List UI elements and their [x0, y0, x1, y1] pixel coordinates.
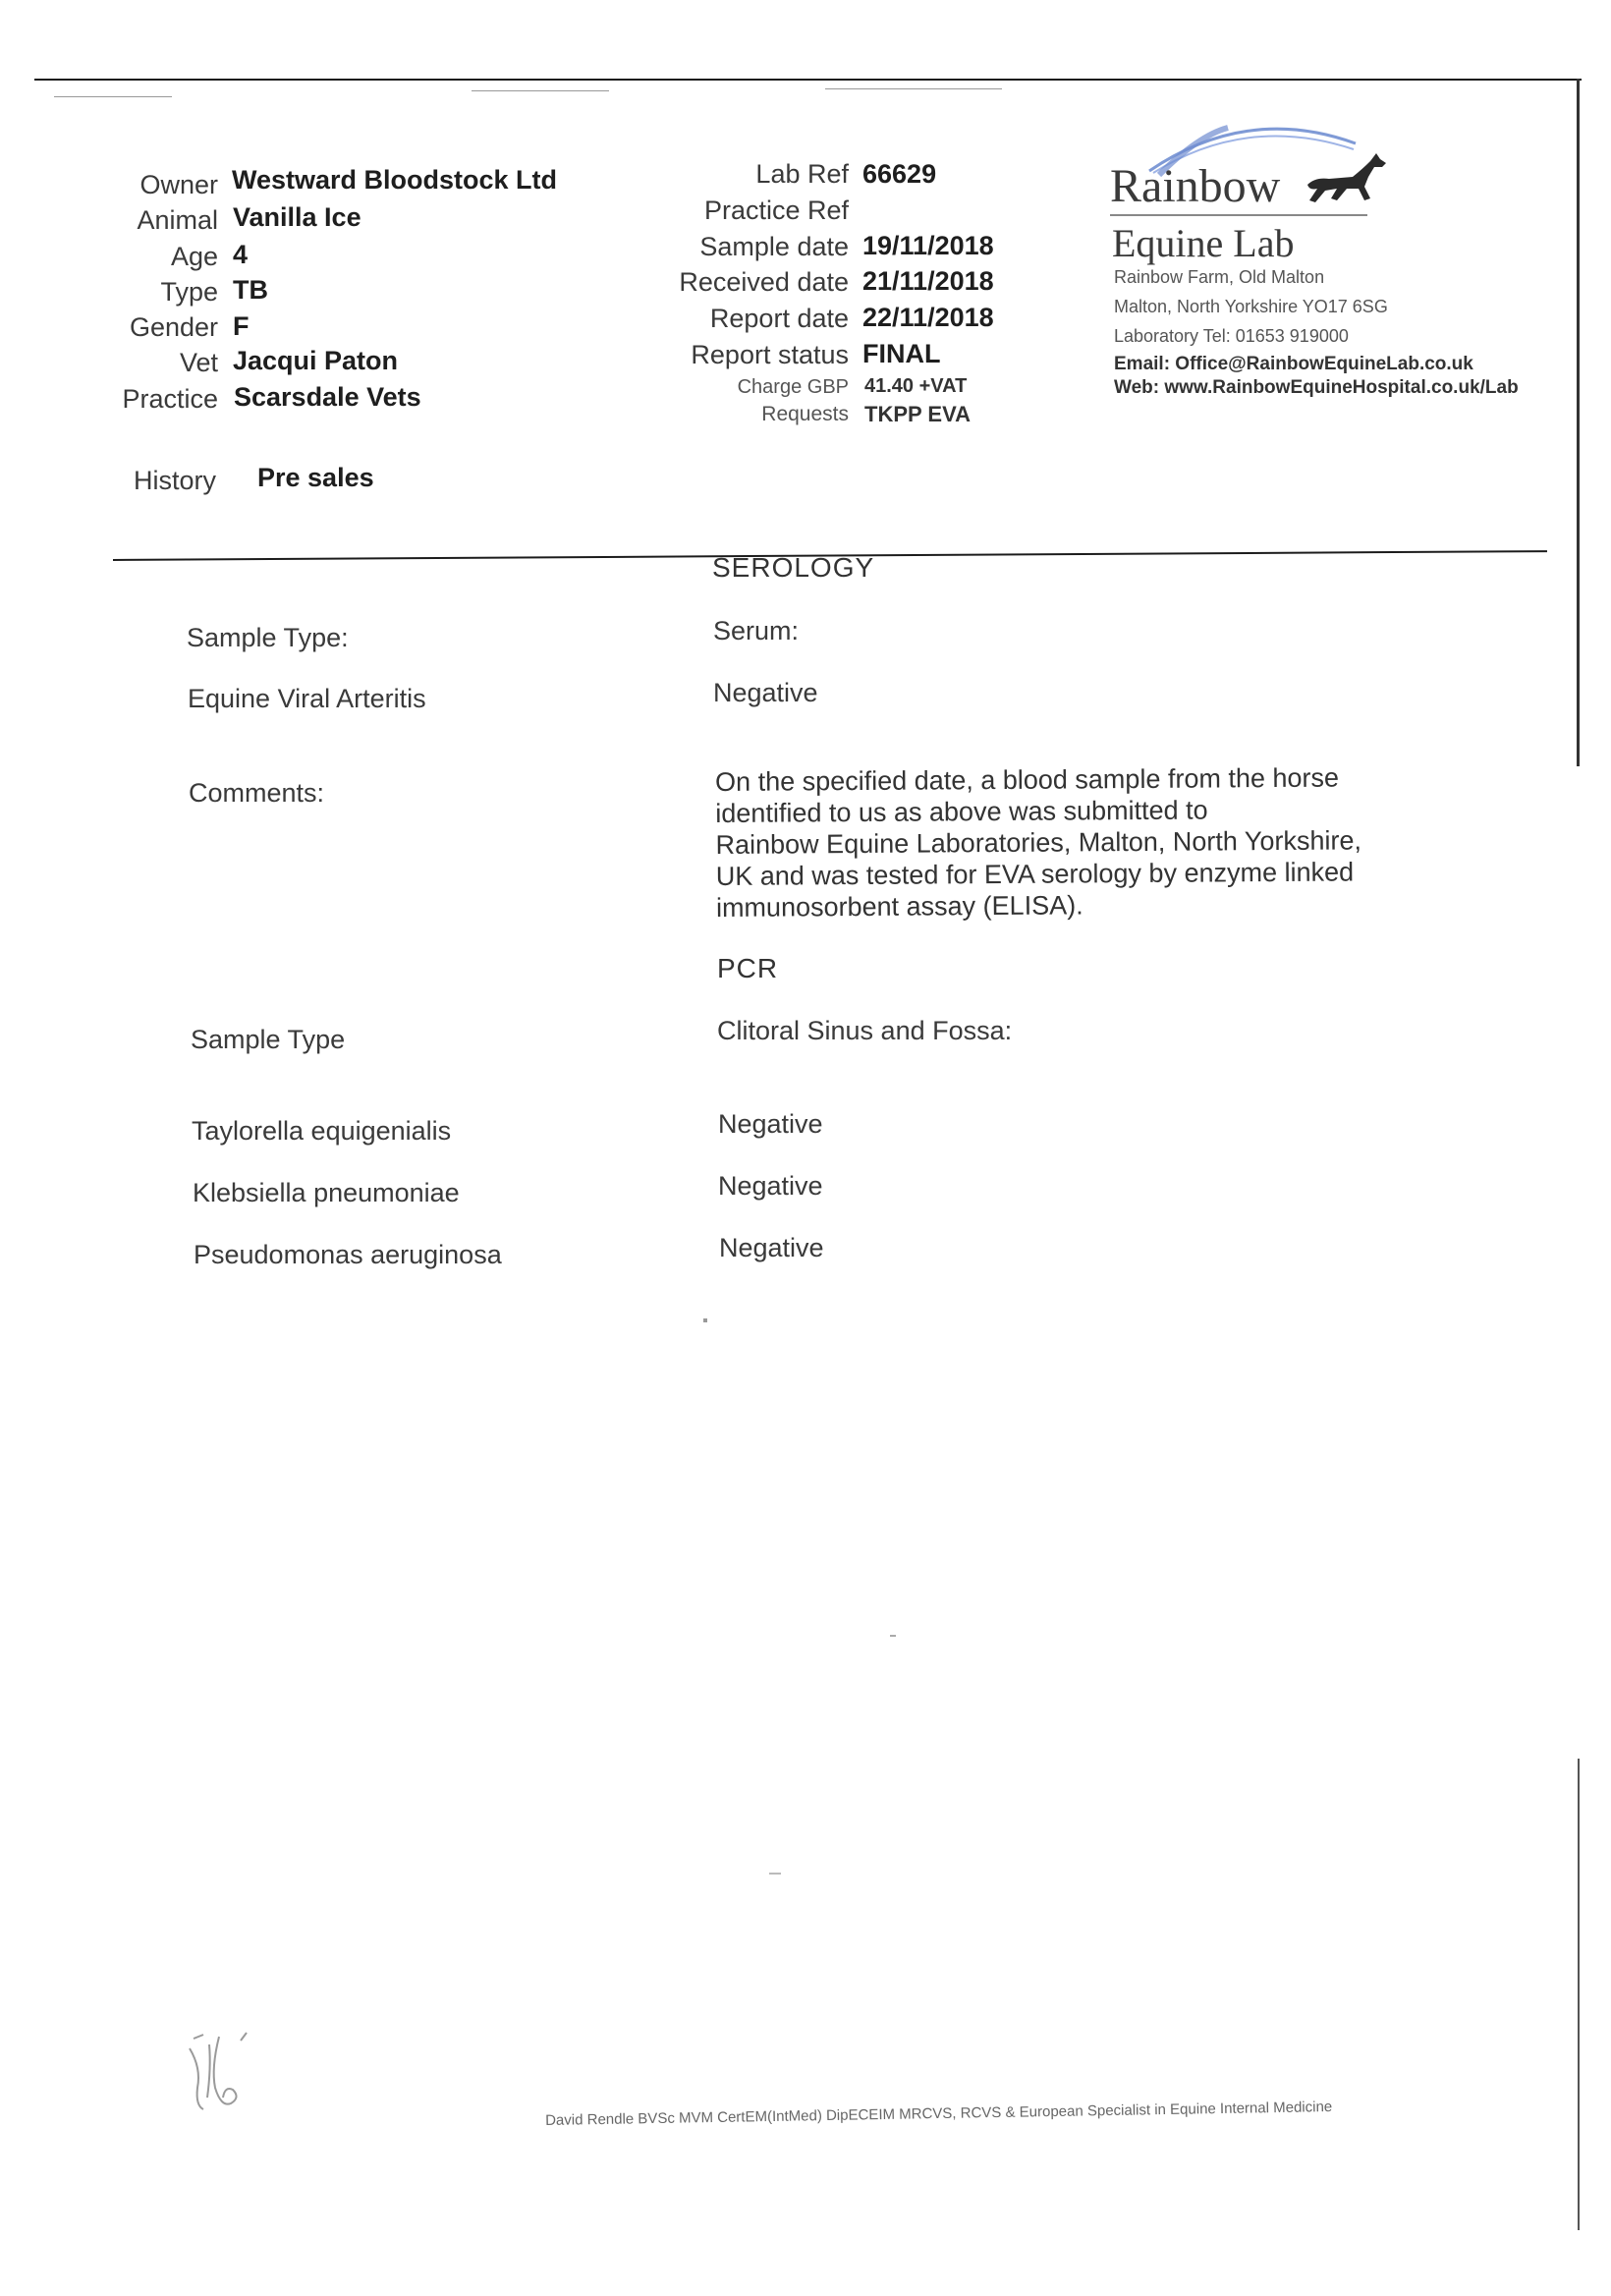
- lab-address-line1: Rainbow Farm, Old Malton: [1114, 267, 1325, 287]
- received-date-label: Received date: [679, 267, 849, 297]
- pcr-result-value: Negative: [719, 1233, 824, 1262]
- comments-label: Comments:: [189, 778, 325, 808]
- charge-value: 41.40 +VAT: [864, 375, 968, 397]
- serology-heading: SEROLOGY: [712, 552, 875, 583]
- pcr-heading: PCR: [717, 953, 779, 983]
- owner-value: Westward Bloodstock Ltd: [232, 165, 558, 195]
- history-value: Pre sales: [257, 463, 374, 492]
- serology-sample-type-value: Serum:: [713, 616, 800, 645]
- age-label: Age: [170, 242, 218, 271]
- requests-label: Requests: [761, 403, 849, 425]
- pcr-result-value: Negative: [718, 1171, 823, 1201]
- report-date-label: Report date: [709, 304, 849, 333]
- lab-address-line2: Malton, North Yorkshire YO17 6SG: [1114, 297, 1388, 316]
- history-label: History: [134, 466, 217, 495]
- signatory-credentials: David Rendle BVSc MVM CertEM(IntMed) DipECEIM MRCVS, RCVS & European Specialist in Equine Internal Medicine: [545, 2099, 1333, 2129]
- comment-line: Rainbow Equine Laboratories, Malton, North Yorkshire,: [715, 825, 1362, 860]
- eva-test-label: Equine Viral Arteritis: [188, 684, 426, 713]
- right-edge-rule: [1577, 79, 1580, 766]
- lab-ref-value: 66629: [862, 159, 937, 189]
- pcr-result-value: Negative: [718, 1109, 823, 1139]
- lab-ref-label: Lab Ref: [755, 159, 849, 189]
- requests-value: TKPP EVA: [864, 402, 971, 426]
- practice-label: Practice: [122, 384, 218, 414]
- type-label: Type: [160, 277, 218, 307]
- sample-date-value: 19/11/2018: [862, 231, 994, 260]
- signature: [182, 2029, 270, 2117]
- gender-value: F: [233, 311, 250, 341]
- top-faint-rule: [54, 96, 172, 97]
- serology-sample-type-label: Sample Type:: [187, 623, 349, 652]
- lab-telephone: Laboratory Tel: 01653 919000: [1114, 326, 1349, 346]
- scan-speck: [703, 1318, 707, 1322]
- vet-label: Vet: [179, 348, 218, 377]
- charge-label: Charge GBP: [737, 376, 849, 398]
- pcr-result-label: Klebsiella pneumoniae: [193, 1178, 460, 1207]
- eva-test-result: Negative: [713, 678, 818, 707]
- lab-name-equine: Equine Lab: [1112, 221, 1295, 265]
- comment-line: On the specified date, a blood sample from the horse: [715, 762, 1340, 797]
- scan-speck: [769, 1873, 781, 1875]
- scan-speck: [890, 1635, 896, 1637]
- practice-value: Scarsdale Vets: [234, 382, 421, 412]
- pcr-result-label: Taylorella equigenialis: [192, 1116, 452, 1146]
- practice-ref-label: Practice Ref: [703, 196, 849, 225]
- pcr-sample-type-value: Clitoral Sinus and Fossa:: [717, 1016, 1013, 1045]
- received-date-value: 21/11/2018: [862, 266, 994, 296]
- animal-label: Animal: [137, 205, 218, 235]
- animal-value: Vanilla Ice: [233, 202, 361, 232]
- comment-line: identified to us as above was submitted to: [715, 795, 1208, 828]
- logo-underline: [1110, 214, 1367, 216]
- report-date-value: 22/11/2018: [862, 303, 994, 332]
- lab-website: Web: www.RainbowEquineHospital.co.uk/Lab: [1114, 377, 1519, 398]
- pcr-result-label: Pseudomonas aeruginosa: [194, 1240, 502, 1269]
- comment-line: immunosorbent assay (ELISA).: [715, 890, 1083, 923]
- lab-email: Email: Office@RainbowEquineLab.co.uk: [1114, 354, 1473, 374]
- report-status-value: FINAL: [862, 339, 941, 368]
- owner-label: Owner: [139, 170, 218, 199]
- lab-name-rainbow: Rainbow: [1110, 160, 1281, 212]
- comments-text: [715, 761, 1423, 924]
- report-status-label: Report status: [691, 340, 849, 369]
- gender-label: Gender: [129, 312, 218, 342]
- sample-date-label: Sample date: [699, 232, 849, 261]
- age-value: 4: [233, 240, 249, 269]
- horse-icon: [1302, 147, 1390, 211]
- type-value: TB: [233, 275, 268, 305]
- top-rule: [34, 79, 1582, 81]
- top-faint-rule: [472, 90, 609, 91]
- pcr-sample-type-label: Sample Type: [191, 1025, 346, 1054]
- top-faint-rule: [825, 88, 1002, 89]
- vet-value: Jacqui Paton: [233, 346, 399, 375]
- comment-line: UK and was tested for EVA serology by enzyme linked: [715, 857, 1355, 891]
- right-edge-rule-lower: [1578, 1759, 1580, 2230]
